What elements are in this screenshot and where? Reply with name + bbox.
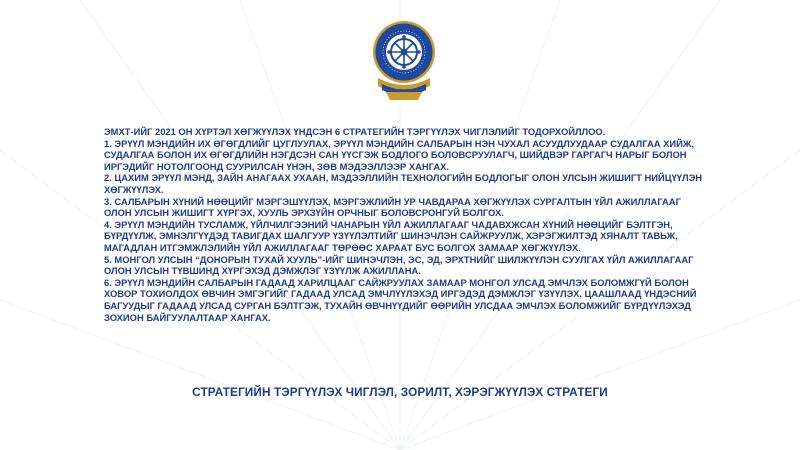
strategy-item-4: 4. ЭРҮҮЛ МЭНДИЙН ТУСЛАМЖ, ҮЙЛЧИЛГЭЭНИЙ ЧАНАРЫН ҮЙЛ АЖИЛЛАГААГ ЧАДАВХЖСАН ХҮНИЙ НӨӨЦИЙГ БЭЛТГЭН, БҮРДҮҮЛЖ, ЭМНЭЛГҮҮДЭД ТАВИГДАХ ШАЛГУУР ҮЗҮҮЛЭЛТИЙГ ШИНЭЧЛЭН САЙЖРУУЛЖ, ХЭРЭГЖИЛТЭД ХЯНАЛТ ТАВЬЖ, МАГАДЛАН ИТГЭМЖЛЭЛИЙН ҮЙЛ АЖИЛЛАГААГ ТӨРӨӨС ХАРААТ БУС БОЛГОХ ЗАМААР ХӨГЖҮҮЛЭХ. [104, 218, 678, 253]
strategy-item-3: 3. САЛБАРЫН ХҮНИЙ НӨӨЦИЙГ МЭРГЭШҮҮЛЭХ, МЭРГЭЖЛИЙН УР ЧАВДАРАА ХӨГЖҮҮЛЭХ СУРГАЛТЫН ҮЙЛ АЖИЛЛАГААГ ОЛОН УЛСЫН ЖИШИГТ ХҮРГЭХ, ХУУЛЬ ЭРХЗҮЙН ОРЧНЫГ БОЛОВСРОНГУЙ БОЛГОХ. [104, 195, 681, 219]
strategy-item-2: 2. ЦАХИМ ЭРҮҮЛ МЭНД, ЗАЙН АНАГААХ УХААН, МЭДЭЭЛЛИЙН ТЕХНОЛОГИЙН БОДЛОГЫГ ОЛОН УЛСЫН ЖИШИГТ НИЙЦҮҮЛЭН ХӨГЖҮҮЛЭХ. [104, 172, 703, 195]
dharma-wheel-emblem-icon [370, 18, 438, 108]
strategy-text-block [104, 126, 704, 323]
strategy-item-6: 6. ЭРҮҮЛ МЭНДИЙН САЛБАРЫН ГАДААД ХАРИЛЦААГ САЙЖРУУЛАХ ЗАМААР МОНГОЛ УЛСАД ЭМЧЛЭХ БОЛОМЖГҮЙ БОЛОН ХОВОР ТОХИОЛДОХ ӨВЧИН ЭМГЭГИЙГ ГАДААД УЛСАД ЭМЧЛҮҮЛЭХЭД ИРГЭДЭД ДЭМЖЛЭГ ҮЗҮҮЛЭХ, ЦААШЛААД ҮНДЭСНИЙ БАГУУДЫГ ГАДААД УЛСАД СУРГАН БЭЛТГЭЖ, ТУХАЙН ӨВЧНҮҮДИЙГ ӨӨРИЙН УЛСДАА ЭМЧЛЭХ БОЛОМЖИЙГ БҮРДҮҮЛЭХЭД ЗОХИОН БАЙГУУЛАЛТААР ХАНГАХ. [104, 276, 697, 323]
strategy-item-1: 1. ЭРҮҮЛ МЭНДИЙН ИХ ӨГӨГДЛИЙГ ЦУГЛУУЛАХ, ЭРҮҮЛ МЭНДИЙН САЛБАРЫН НЭН ЧУХАЛ АСУУДЛУУДААР СУДАЛГАА ХИЙЖ, СУДАЛГАА БОЛОН ИХ ӨГӨГДЛИЙН НЭГДСЭН САН ҮҮСГЭЖ БОДЛОГО БОЛОВСРУУЛАГЧ, ШИЙДВЭР ГАРГАГЧ НАРЫГ БОЛОН ИРГЭДИЙГ НОТОЛГООНД СУУРИЛСАН ҮНЭН, ЗӨВ МЭДЭЭЛЛЭЭР ХАНГАХ. [104, 137, 694, 172]
intro-paragraph: ЭМХТ-ИЙГ 2021 ОН ХҮРТЭЛ ХӨГЖҮҮЛЭХ ҮНДСЭН 6 СТРАТЕГИЙН ТЭРГҮҮЛЭХ ЧИГЛЭЛИЙГ ТОДОРХОЙЛЛОО. [104, 126, 606, 137]
section-title: СТРАТЕГИЙН ТЭРГҮҮЛЭХ ЧИГЛЭЛ, ЗОРИЛТ, ХЭРЭГЖҮҮЛЭХ СТРАТЕГИ [192, 385, 608, 399]
strategy-item-5: 5. МОНГОЛ УЛСЫН “ДОНОРЫН ТУХАЙ ХУУЛЬ”-ИЙГ ШИНЭЧЛЭН, ЭС, ЭД, ЭРХТНИЙГ ШИЛЖҮҮЛЭН СУУЛГАХ ҮЙЛ АЖИЛЛАГААГ ОЛОН УЛСЫН ТҮВШИНД ХҮРГЭХЭД ДЭМЖЛЭГ ҮЗҮҮЛЖ АЖИЛЛАНА. [104, 253, 694, 277]
